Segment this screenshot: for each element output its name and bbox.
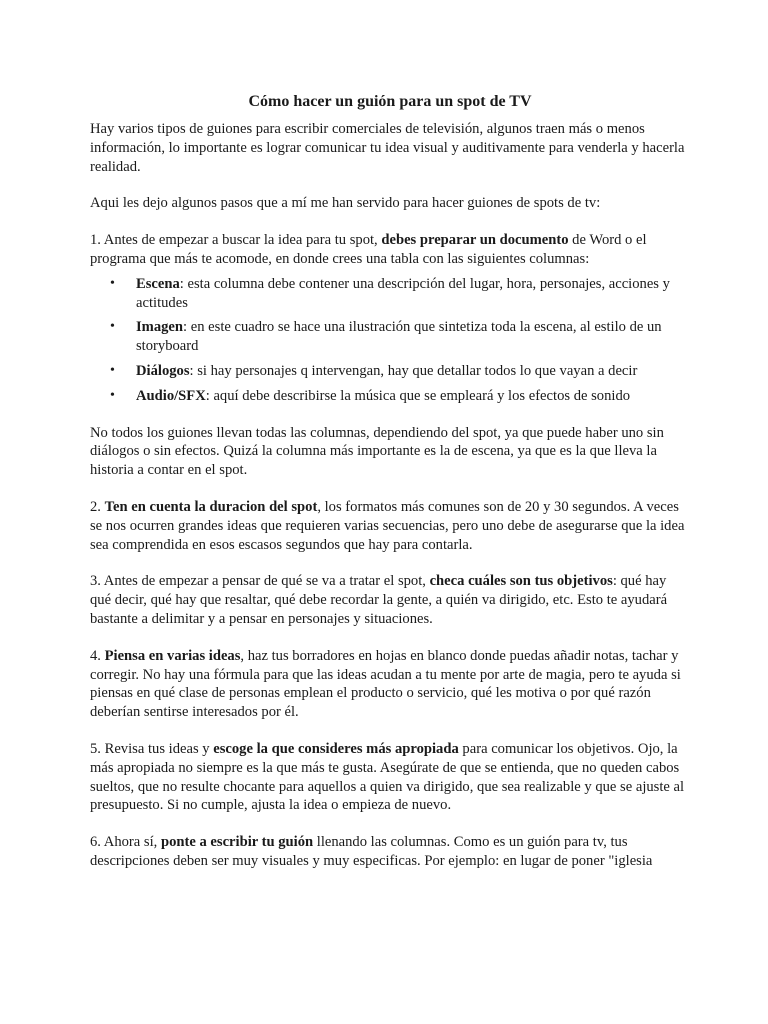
step-4-emphasis: Piensa en varias ideas xyxy=(104,647,241,664)
step-2-text-end: , los formatos más comunes son de 20 y 30 segundos. A veces se nos ocurren grandes ideas que requieren varias secuencias, pero uno debe de asegurarse que la idea sea comprendida en esos escasos segundos que hay para contarla. xyxy=(90,498,685,553)
list-item-text: : si hay personajes q intervengan, hay que detallar todos lo que vayan a decir xyxy=(189,362,638,379)
list-item xyxy=(90,362,690,381)
step-6-text-end: llenando las columnas. Como es un guión para tv, tus descripciones deben ser muy visuales y muy especificas. Por ejemplo: en lugar de poner "iglesia xyxy=(90,834,653,869)
step-3-emphasis: checa cuáles son tus objetivos xyxy=(429,573,613,590)
step-1-emphasis: debes preparar un documento xyxy=(381,232,569,249)
step-5-text-end: para comunicar los objetivos. Ojo, la más apropiada no siempre es la que más te gusta. Asegúrate de que se entienda, que no queden cabos sueltos, que no resulte chocante para aquellos a quien va dirigido, que sea realizable y que se ajuste al presupuesto. Si no cumple, ajusta la idea o empieza de nuevo. xyxy=(90,740,685,814)
step-2-paragraph xyxy=(90,498,690,554)
bullet-icon: • xyxy=(110,362,115,378)
step-3-text: 3. Antes de empezar a pensar de qué se va a tratar el spot, xyxy=(90,573,430,590)
step-2-text: 2. xyxy=(90,498,105,515)
note-paragraph: No todos los guiones llevan todas las columnas, dependiendo del spot, ya que puede haber uno sin diálogos o sin efectos. Quizá la columna más importante es la de escena, ya que es la que lleva la historia a contar en el spot. xyxy=(90,424,664,479)
step-3-text-end: : qué hay qué decir, qué hay que resaltar, qué debe recordar la gente, a quién va dirigido, etc. Esto te ayudará bastante a delimitar y a pensar en personajes y situaciones. xyxy=(90,573,668,627)
step-2-emphasis: Ten en cuenta la duracion del spot xyxy=(104,498,318,515)
step-4-text: 4. xyxy=(90,647,105,664)
list-item xyxy=(90,318,690,356)
document-title: Cómo hacer un guión para un spot de TV xyxy=(248,93,532,110)
step-6-text: 6. Ahora sí, xyxy=(90,834,161,851)
step-5-emphasis: escoge la que consideres más apropiada xyxy=(213,740,459,757)
step-1-text-end: de Word o el programa que más te acomode, en donde crees una tabla con las siguientes columnas: xyxy=(90,232,647,267)
bullet-icon: • xyxy=(110,387,115,403)
bullet-icon: • xyxy=(110,275,115,291)
document-body xyxy=(90,92,690,871)
step-4-text-end: , haz tus borradores en hojas en blanco donde puedas añadir notas, tachar y corregir. No hay una fórmula para que las ideas acudan a tu mente por arte de magia, pero te ayuda si piensas en qué clase de personas emplean el producto o servicio, qué les motiva o por qué razón deberían sentirse interesados por él. xyxy=(90,647,681,721)
lead-paragraph: Aqui les dejo algunos pasos que a mí me han servido para hacer guiones de spots de tv: xyxy=(90,195,601,212)
list-item xyxy=(90,275,690,313)
step-4-paragraph xyxy=(90,647,690,722)
step-1-paragraph xyxy=(90,231,690,269)
list-item-term: Imagen xyxy=(136,319,184,336)
step-6-emphasis: ponte a escribir tu guión xyxy=(160,834,314,851)
step-6-paragraph xyxy=(90,833,690,871)
list-item-term: Audio/SFX xyxy=(136,387,206,404)
bullet-icon: • xyxy=(110,319,115,335)
list-item-text: : esta columna debe contener una descripción del lugar, hora, personajes, acciones y actitudes xyxy=(136,275,670,311)
list-item-text: : aquí debe describirse la música que se empleará y los efectos de sonido xyxy=(205,387,631,404)
list-item-text: : en este cuadro se hace una ilustración que sintetiza toda la escena, al estilo de un storyboard xyxy=(136,319,662,355)
list-item xyxy=(90,387,690,406)
list-item-term: Diálogos xyxy=(136,362,190,379)
step-1-text: 1. Antes de empezar a buscar la idea para tu spot, xyxy=(90,232,382,249)
list-item-term: Escena xyxy=(136,275,180,292)
columns-list xyxy=(90,275,690,406)
intro-paragraph: Hay varios tipos de guiones para escribir comerciales de televisión, algunos traen más o menos información, lo importante es lograr comunicar tu idea visual y auditivamente para venderla y hacerla realidad. xyxy=(90,121,685,175)
step-5-text: 5. Revisa tus ideas y xyxy=(90,740,214,757)
step-3-paragraph xyxy=(90,572,690,628)
step-5-paragraph xyxy=(90,740,690,815)
